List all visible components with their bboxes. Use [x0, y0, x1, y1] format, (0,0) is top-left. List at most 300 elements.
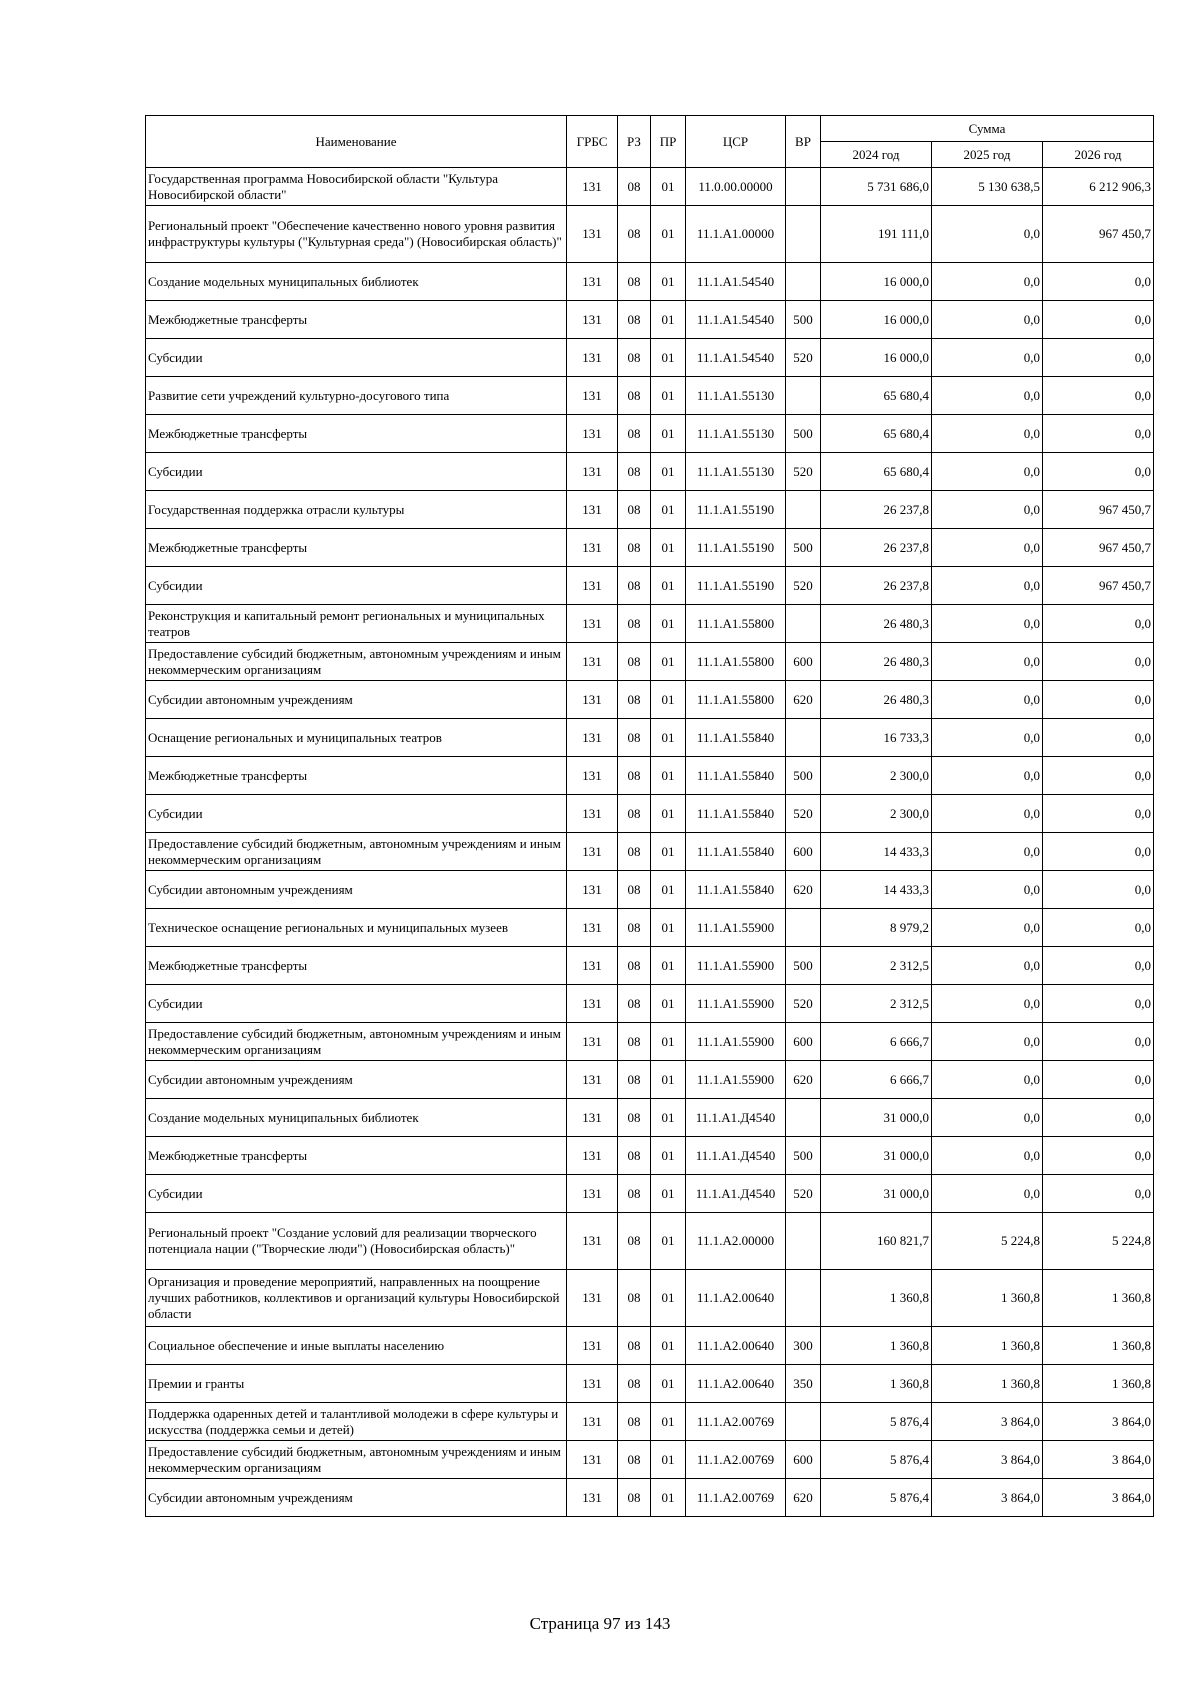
cell-sum-2025: 1 360,8: [932, 1270, 1043, 1327]
cell-sum-2026: 0,0: [1043, 795, 1154, 833]
cell-name: Предоставление субсидий бюджетным, автономным учреждениям и иным некоммерческим организациям: [146, 643, 567, 681]
cell-grbs: 131: [567, 909, 618, 947]
cell-vr: 600: [786, 833, 821, 871]
cell-rz: 08: [618, 871, 651, 909]
cell-sum-2026: 1 360,8: [1043, 1270, 1154, 1327]
table-row: [146, 377, 1154, 415]
cell-rz: 08: [618, 168, 651, 206]
cell-rz: 08: [618, 1213, 651, 1270]
cell-sum-2026: 0,0: [1043, 757, 1154, 795]
cell-sum-2026: 0,0: [1043, 719, 1154, 757]
cell-vr: 520: [786, 453, 821, 491]
cell-sum-2024: 5 731 686,0: [821, 168, 932, 206]
cell-sum-2026: 0,0: [1043, 301, 1154, 339]
cell-sum-2024: 6 666,7: [821, 1023, 932, 1061]
cell-vr: 300: [786, 1327, 821, 1365]
cell-rz: 08: [618, 453, 651, 491]
cell-name: Организация и проведение мероприятий, направленных на поощрение лучших работников, коллективов и организаций культуры Новосибирской области: [146, 1270, 567, 1327]
cell-sum-2026: 967 450,7: [1043, 567, 1154, 605]
header-csr: ЦСР: [686, 116, 786, 168]
cell-grbs: 131: [567, 453, 618, 491]
cell-csr: 11.1.А2.00769: [686, 1479, 786, 1517]
cell-rz: 08: [618, 947, 651, 985]
cell-grbs: 131: [567, 795, 618, 833]
cell-name: Предоставление субсидий бюджетным, автономным учреждениям и иным некоммерческим организациям: [146, 1441, 567, 1479]
cell-pr: 01: [651, 377, 686, 415]
cell-grbs: 131: [567, 947, 618, 985]
cell-rz: 08: [618, 985, 651, 1023]
cell-sum-2024: 26 480,3: [821, 643, 932, 681]
cell-sum-2026: 967 450,7: [1043, 529, 1154, 567]
cell-vr: [786, 491, 821, 529]
cell-csr: 11.1.А1.54540: [686, 263, 786, 301]
cell-rz: 08: [618, 1403, 651, 1441]
cell-csr: 11.1.А1.55800: [686, 643, 786, 681]
cell-pr: 01: [651, 1270, 686, 1327]
table-row: [146, 719, 1154, 757]
cell-rz: 08: [618, 1479, 651, 1517]
table-row: [146, 643, 1154, 681]
cell-name: Субсидии автономным учреждениям: [146, 681, 567, 719]
cell-name: Субсидии автономным учреждениям: [146, 871, 567, 909]
cell-csr: 11.1.А1.Д4540: [686, 1137, 786, 1175]
cell-sum-2024: 26 480,3: [821, 605, 932, 643]
cell-csr: 11.1.А1.55840: [686, 757, 786, 795]
cell-pr: 01: [651, 947, 686, 985]
cell-sum-2024: 160 821,7: [821, 1213, 932, 1270]
cell-sum-2024: 16 000,0: [821, 301, 932, 339]
cell-sum-2024: 26 237,8: [821, 491, 932, 529]
table-row: [146, 567, 1154, 605]
table-body: [146, 168, 1154, 1517]
cell-sum-2026: 0,0: [1043, 1175, 1154, 1213]
cell-sum-2024: 31 000,0: [821, 1175, 932, 1213]
table-row: [146, 681, 1154, 719]
cell-vr: [786, 168, 821, 206]
cell-vr: 620: [786, 681, 821, 719]
cell-sum-2025: 5 224,8: [932, 1213, 1043, 1270]
cell-pr: 01: [651, 529, 686, 567]
cell-vr: [786, 263, 821, 301]
cell-sum-2024: 26 237,8: [821, 567, 932, 605]
cell-csr: 11.1.А2.00000: [686, 1213, 786, 1270]
cell-rz: 08: [618, 1441, 651, 1479]
cell-pr: 01: [651, 1099, 686, 1137]
cell-pr: 01: [651, 263, 686, 301]
cell-sum-2025: 0,0: [932, 719, 1043, 757]
cell-pr: 01: [651, 643, 686, 681]
cell-vr: 520: [786, 1175, 821, 1213]
cell-rz: 08: [618, 1327, 651, 1365]
cell-sum-2025: 0,0: [932, 909, 1043, 947]
cell-rz: 08: [618, 1365, 651, 1403]
cell-pr: 01: [651, 1061, 686, 1099]
cell-rz: 08: [618, 1270, 651, 1327]
cell-sum-2026: 3 864,0: [1043, 1403, 1154, 1441]
cell-pr: 01: [651, 909, 686, 947]
cell-rz: 08: [618, 491, 651, 529]
cell-vr: 620: [786, 871, 821, 909]
cell-grbs: 131: [567, 871, 618, 909]
cell-grbs: 131: [567, 1023, 618, 1061]
cell-sum-2026: 0,0: [1043, 985, 1154, 1023]
cell-sum-2026: 0,0: [1043, 833, 1154, 871]
cell-grbs: 131: [567, 1270, 618, 1327]
cell-sum-2025: 0,0: [932, 1099, 1043, 1137]
cell-rz: 08: [618, 909, 651, 947]
cell-rz: 08: [618, 377, 651, 415]
cell-grbs: 131: [567, 206, 618, 263]
cell-name: Региональный проект "Обеспечение качественно нового уровня развития инфраструктуры культуры ("Культурная среда") (Новосибирская область)": [146, 206, 567, 263]
cell-rz: 08: [618, 605, 651, 643]
cell-sum-2025: 0,0: [932, 681, 1043, 719]
cell-grbs: 131: [567, 1137, 618, 1175]
cell-pr: 01: [651, 757, 686, 795]
cell-name: Субсидии: [146, 453, 567, 491]
cell-sum-2025: 0,0: [932, 453, 1043, 491]
cell-grbs: 131: [567, 1327, 618, 1365]
table-row: [146, 985, 1154, 1023]
cell-name: Создание модельных муниципальных библиотек: [146, 1099, 567, 1137]
cell-csr: 11.1.А1.55840: [686, 719, 786, 757]
cell-grbs: 131: [567, 1175, 618, 1213]
cell-vr: 520: [786, 985, 821, 1023]
cell-rz: 08: [618, 1137, 651, 1175]
cell-csr: 11.1.А1.55900: [686, 1061, 786, 1099]
cell-grbs: 131: [567, 168, 618, 206]
cell-vr: 620: [786, 1479, 821, 1517]
cell-sum-2025: 0,0: [932, 947, 1043, 985]
table-row: [146, 947, 1154, 985]
cell-grbs: 131: [567, 681, 618, 719]
cell-vr: [786, 377, 821, 415]
header-sum: Сумма: [821, 116, 1154, 142]
header-year-2024: 2024 год: [821, 142, 932, 168]
table-row: [146, 909, 1154, 947]
cell-csr: 11.1.А1.55800: [686, 605, 786, 643]
cell-grbs: 131: [567, 1441, 618, 1479]
cell-name: Межбюджетные трансферты: [146, 947, 567, 985]
cell-sum-2025: 0,0: [932, 1023, 1043, 1061]
cell-name: Межбюджетные трансферты: [146, 301, 567, 339]
cell-sum-2025: 0,0: [932, 833, 1043, 871]
cell-sum-2025: 3 864,0: [932, 1441, 1043, 1479]
cell-sum-2026: 967 450,7: [1043, 206, 1154, 263]
cell-name: Субсидии: [146, 795, 567, 833]
cell-grbs: 131: [567, 529, 618, 567]
table-row: [146, 795, 1154, 833]
cell-sum-2026: 3 864,0: [1043, 1479, 1154, 1517]
cell-pr: 01: [651, 206, 686, 263]
cell-rz: 08: [618, 1099, 651, 1137]
cell-pr: 01: [651, 301, 686, 339]
cell-pr: 01: [651, 1213, 686, 1270]
cell-name: Предоставление субсидий бюджетным, автономным учреждениям и иным некоммерческим организациям: [146, 833, 567, 871]
cell-sum-2024: 1 360,8: [821, 1365, 932, 1403]
cell-rz: 08: [618, 415, 651, 453]
cell-pr: 01: [651, 567, 686, 605]
cell-pr: 01: [651, 681, 686, 719]
cell-sum-2026: 0,0: [1043, 871, 1154, 909]
cell-sum-2025: 0,0: [932, 1137, 1043, 1175]
cell-sum-2025: 0,0: [932, 567, 1043, 605]
table-row: [146, 1023, 1154, 1061]
cell-pr: 01: [651, 1137, 686, 1175]
table-row: [146, 1365, 1154, 1403]
cell-sum-2026: 0,0: [1043, 377, 1154, 415]
cell-csr: 11.1.А1.55190: [686, 529, 786, 567]
header-rz: РЗ: [618, 116, 651, 168]
table-row: [146, 168, 1154, 206]
cell-sum-2025: 0,0: [932, 1175, 1043, 1213]
cell-sum-2025: 0,0: [932, 339, 1043, 377]
cell-name: Социальное обеспечение и иные выплаты населению: [146, 1327, 567, 1365]
cell-vr: 600: [786, 1023, 821, 1061]
cell-csr: 11.1.А1.55900: [686, 909, 786, 947]
cell-name: Межбюджетные трансферты: [146, 757, 567, 795]
cell-sum-2024: 26 480,3: [821, 681, 932, 719]
cell-rz: 08: [618, 833, 651, 871]
cell-grbs: 131: [567, 1061, 618, 1099]
cell-csr: 11.0.00.00000: [686, 168, 786, 206]
cell-pr: 01: [651, 1365, 686, 1403]
cell-name: Поддержка одаренных детей и талантливой молодежи в сфере культуры и искусства (поддержка семьи и детей): [146, 1403, 567, 1441]
cell-rz: 08: [618, 529, 651, 567]
cell-sum-2025: 0,0: [932, 985, 1043, 1023]
cell-sum-2026: 0,0: [1043, 1061, 1154, 1099]
cell-vr: 600: [786, 643, 821, 681]
cell-name: Межбюджетные трансферты: [146, 1137, 567, 1175]
cell-name: Субсидии: [146, 339, 567, 377]
cell-csr: 11.1.А1.55900: [686, 947, 786, 985]
cell-grbs: 131: [567, 415, 618, 453]
table-row: [146, 339, 1154, 377]
cell-sum-2024: 26 237,8: [821, 529, 932, 567]
cell-pr: 01: [651, 605, 686, 643]
header-vr: ВР: [786, 116, 821, 168]
table-row: [146, 757, 1154, 795]
cell-csr: 11.1.А2.00769: [686, 1403, 786, 1441]
cell-sum-2026: 6 212 906,3: [1043, 168, 1154, 206]
cell-sum-2024: 31 000,0: [821, 1137, 932, 1175]
table-row: [146, 871, 1154, 909]
cell-sum-2024: 16 733,3: [821, 719, 932, 757]
cell-vr: [786, 1270, 821, 1327]
cell-csr: 11.1.А1.55900: [686, 1023, 786, 1061]
cell-name: Государственная программа Новосибирской области "Культура Новосибирской области": [146, 168, 567, 206]
cell-name: Государственная поддержка отрасли культуры: [146, 491, 567, 529]
cell-pr: 01: [651, 1175, 686, 1213]
cell-vr: 500: [786, 1137, 821, 1175]
table-row: [146, 206, 1154, 263]
cell-csr: 11.1.А1.Д4540: [686, 1175, 786, 1213]
cell-rz: 08: [618, 719, 651, 757]
cell-rz: 08: [618, 681, 651, 719]
cell-grbs: 131: [567, 339, 618, 377]
cell-sum-2026: 0,0: [1043, 263, 1154, 301]
cell-sum-2024: 6 666,7: [821, 1061, 932, 1099]
table-row: [146, 415, 1154, 453]
cell-vr: [786, 1403, 821, 1441]
cell-sum-2026: 1 360,8: [1043, 1365, 1154, 1403]
table-row: [146, 1479, 1154, 1517]
cell-rz: 08: [618, 263, 651, 301]
cell-sum-2026: 0,0: [1043, 909, 1154, 947]
table-row: [146, 1099, 1154, 1137]
cell-sum-2026: 0,0: [1043, 947, 1154, 985]
cell-sum-2024: 2 312,5: [821, 947, 932, 985]
cell-csr: 11.1.А2.00640: [686, 1365, 786, 1403]
cell-sum-2025: 0,0: [932, 377, 1043, 415]
cell-sum-2026: 0,0: [1043, 1099, 1154, 1137]
cell-sum-2025: 1 360,8: [932, 1365, 1043, 1403]
cell-vr: [786, 605, 821, 643]
cell-sum-2024: 5 876,4: [821, 1403, 932, 1441]
cell-pr: 01: [651, 168, 686, 206]
cell-grbs: 131: [567, 1365, 618, 1403]
cell-rz: 08: [618, 301, 651, 339]
cell-vr: [786, 206, 821, 263]
cell-csr: 11.1.А1.54540: [686, 301, 786, 339]
cell-grbs: 131: [567, 263, 618, 301]
header-year-2026: 2026 год: [1043, 142, 1154, 168]
cell-name: Межбюджетные трансферты: [146, 529, 567, 567]
cell-sum-2024: 14 433,3: [821, 871, 932, 909]
cell-name: Субсидии автономным учреждениям: [146, 1061, 567, 1099]
cell-sum-2024: 1 360,8: [821, 1270, 932, 1327]
table-row: [146, 1441, 1154, 1479]
cell-vr: 520: [786, 567, 821, 605]
cell-name: Реконструкция и капитальный ремонт региональных и муниципальных театров: [146, 605, 567, 643]
cell-grbs: 131: [567, 757, 618, 795]
cell-pr: 01: [651, 719, 686, 757]
cell-grbs: 131: [567, 719, 618, 757]
cell-name: Субсидии: [146, 567, 567, 605]
cell-sum-2025: 0,0: [932, 415, 1043, 453]
cell-pr: 01: [651, 795, 686, 833]
cell-csr: 11.1.А1.55130: [686, 453, 786, 491]
cell-csr: 11.1.А1.55190: [686, 491, 786, 529]
cell-sum-2025: 0,0: [932, 529, 1043, 567]
cell-name: Предоставление субсидий бюджетным, автономным учреждениям и иным некоммерческим организациям: [146, 1023, 567, 1061]
cell-sum-2025: 0,0: [932, 643, 1043, 681]
cell-grbs: 131: [567, 605, 618, 643]
cell-vr: 500: [786, 757, 821, 795]
budget-table: [145, 115, 1154, 1517]
cell-name: Субсидии автономным учреждениям: [146, 1479, 567, 1517]
cell-csr: 11.1.А2.00640: [686, 1327, 786, 1365]
cell-csr: 11.1.А1.55130: [686, 377, 786, 415]
cell-name: Межбюджетные трансферты: [146, 415, 567, 453]
cell-sum-2025: 0,0: [932, 1061, 1043, 1099]
table-row: [146, 1061, 1154, 1099]
cell-sum-2024: 5 876,4: [821, 1479, 932, 1517]
table-row: [146, 491, 1154, 529]
cell-vr: [786, 909, 821, 947]
cell-pr: 01: [651, 1023, 686, 1061]
cell-sum-2024: 65 680,4: [821, 415, 932, 453]
cell-name: Региональный проект "Создание условий для реализации творческого потенциала нации ("Творческие люди") (Новосибирская область)": [146, 1213, 567, 1270]
cell-pr: 01: [651, 339, 686, 377]
cell-vr: 500: [786, 415, 821, 453]
table-row: [146, 1403, 1154, 1441]
cell-sum-2026: 0,0: [1043, 453, 1154, 491]
table-row: [146, 1213, 1154, 1270]
cell-rz: 08: [618, 795, 651, 833]
cell-name: Субсидии: [146, 985, 567, 1023]
cell-csr: 11.1.А2.00769: [686, 1441, 786, 1479]
cell-sum-2025: 0,0: [932, 795, 1043, 833]
cell-sum-2025: 0,0: [932, 871, 1043, 909]
page-number: Страница 97 из 143: [529, 1614, 671, 1633]
cell-vr: [786, 1213, 821, 1270]
cell-grbs: 131: [567, 833, 618, 871]
cell-sum-2024: 16 000,0: [821, 339, 932, 377]
table-row: [146, 301, 1154, 339]
cell-sum-2025: 0,0: [932, 301, 1043, 339]
cell-sum-2024: 5 876,4: [821, 1441, 932, 1479]
cell-sum-2026: 0,0: [1043, 605, 1154, 643]
cell-csr: 11.1.А1.55800: [686, 681, 786, 719]
cell-rz: 08: [618, 1175, 651, 1213]
cell-sum-2026: 0,0: [1043, 1023, 1154, 1061]
cell-pr: 01: [651, 453, 686, 491]
cell-name: Создание модельных муниципальных библиотек: [146, 263, 567, 301]
cell-sum-2025: 3 864,0: [932, 1479, 1043, 1517]
table-row: [146, 1327, 1154, 1365]
header-pr: ПР: [651, 116, 686, 168]
cell-sum-2026: 5 224,8: [1043, 1213, 1154, 1270]
cell-sum-2026: 3 864,0: [1043, 1441, 1154, 1479]
cell-name: Техническое оснащение региональных и муниципальных музеев: [146, 909, 567, 947]
cell-sum-2024: 31 000,0: [821, 1099, 932, 1137]
cell-grbs: 131: [567, 377, 618, 415]
cell-sum-2026: 0,0: [1043, 643, 1154, 681]
cell-csr: 11.1.А1.00000: [686, 206, 786, 263]
cell-pr: 01: [651, 491, 686, 529]
cell-sum-2025: 0,0: [932, 491, 1043, 529]
cell-sum-2025: 3 864,0: [932, 1403, 1043, 1441]
cell-sum-2024: 8 979,2: [821, 909, 932, 947]
cell-csr: 11.1.А2.00640: [686, 1270, 786, 1327]
cell-pr: 01: [651, 1403, 686, 1441]
cell-sum-2024: 65 680,4: [821, 453, 932, 491]
cell-name: Премии и гранты: [146, 1365, 567, 1403]
cell-csr: 11.1.А1.Д4540: [686, 1099, 786, 1137]
cell-sum-2026: 0,0: [1043, 339, 1154, 377]
cell-pr: 01: [651, 415, 686, 453]
cell-grbs: 131: [567, 643, 618, 681]
table-row: [146, 605, 1154, 643]
cell-sum-2025: 0,0: [932, 263, 1043, 301]
cell-name: Оснащение региональных и муниципальных театров: [146, 719, 567, 757]
cell-sum-2024: 14 433,3: [821, 833, 932, 871]
cell-sum-2025: 0,0: [932, 206, 1043, 263]
cell-sum-2024: 2 312,5: [821, 985, 932, 1023]
cell-pr: 01: [651, 833, 686, 871]
cell-vr: 500: [786, 301, 821, 339]
cell-vr: [786, 719, 821, 757]
cell-grbs: 131: [567, 1099, 618, 1137]
cell-sum-2026: 0,0: [1043, 681, 1154, 719]
cell-sum-2024: 191 111,0: [821, 206, 932, 263]
cell-pr: 01: [651, 1441, 686, 1479]
cell-csr: 11.1.А1.55190: [686, 567, 786, 605]
cell-sum-2024: 65 680,4: [821, 377, 932, 415]
cell-vr: 500: [786, 529, 821, 567]
header-name: Наименование: [146, 116, 567, 168]
cell-grbs: 131: [567, 985, 618, 1023]
